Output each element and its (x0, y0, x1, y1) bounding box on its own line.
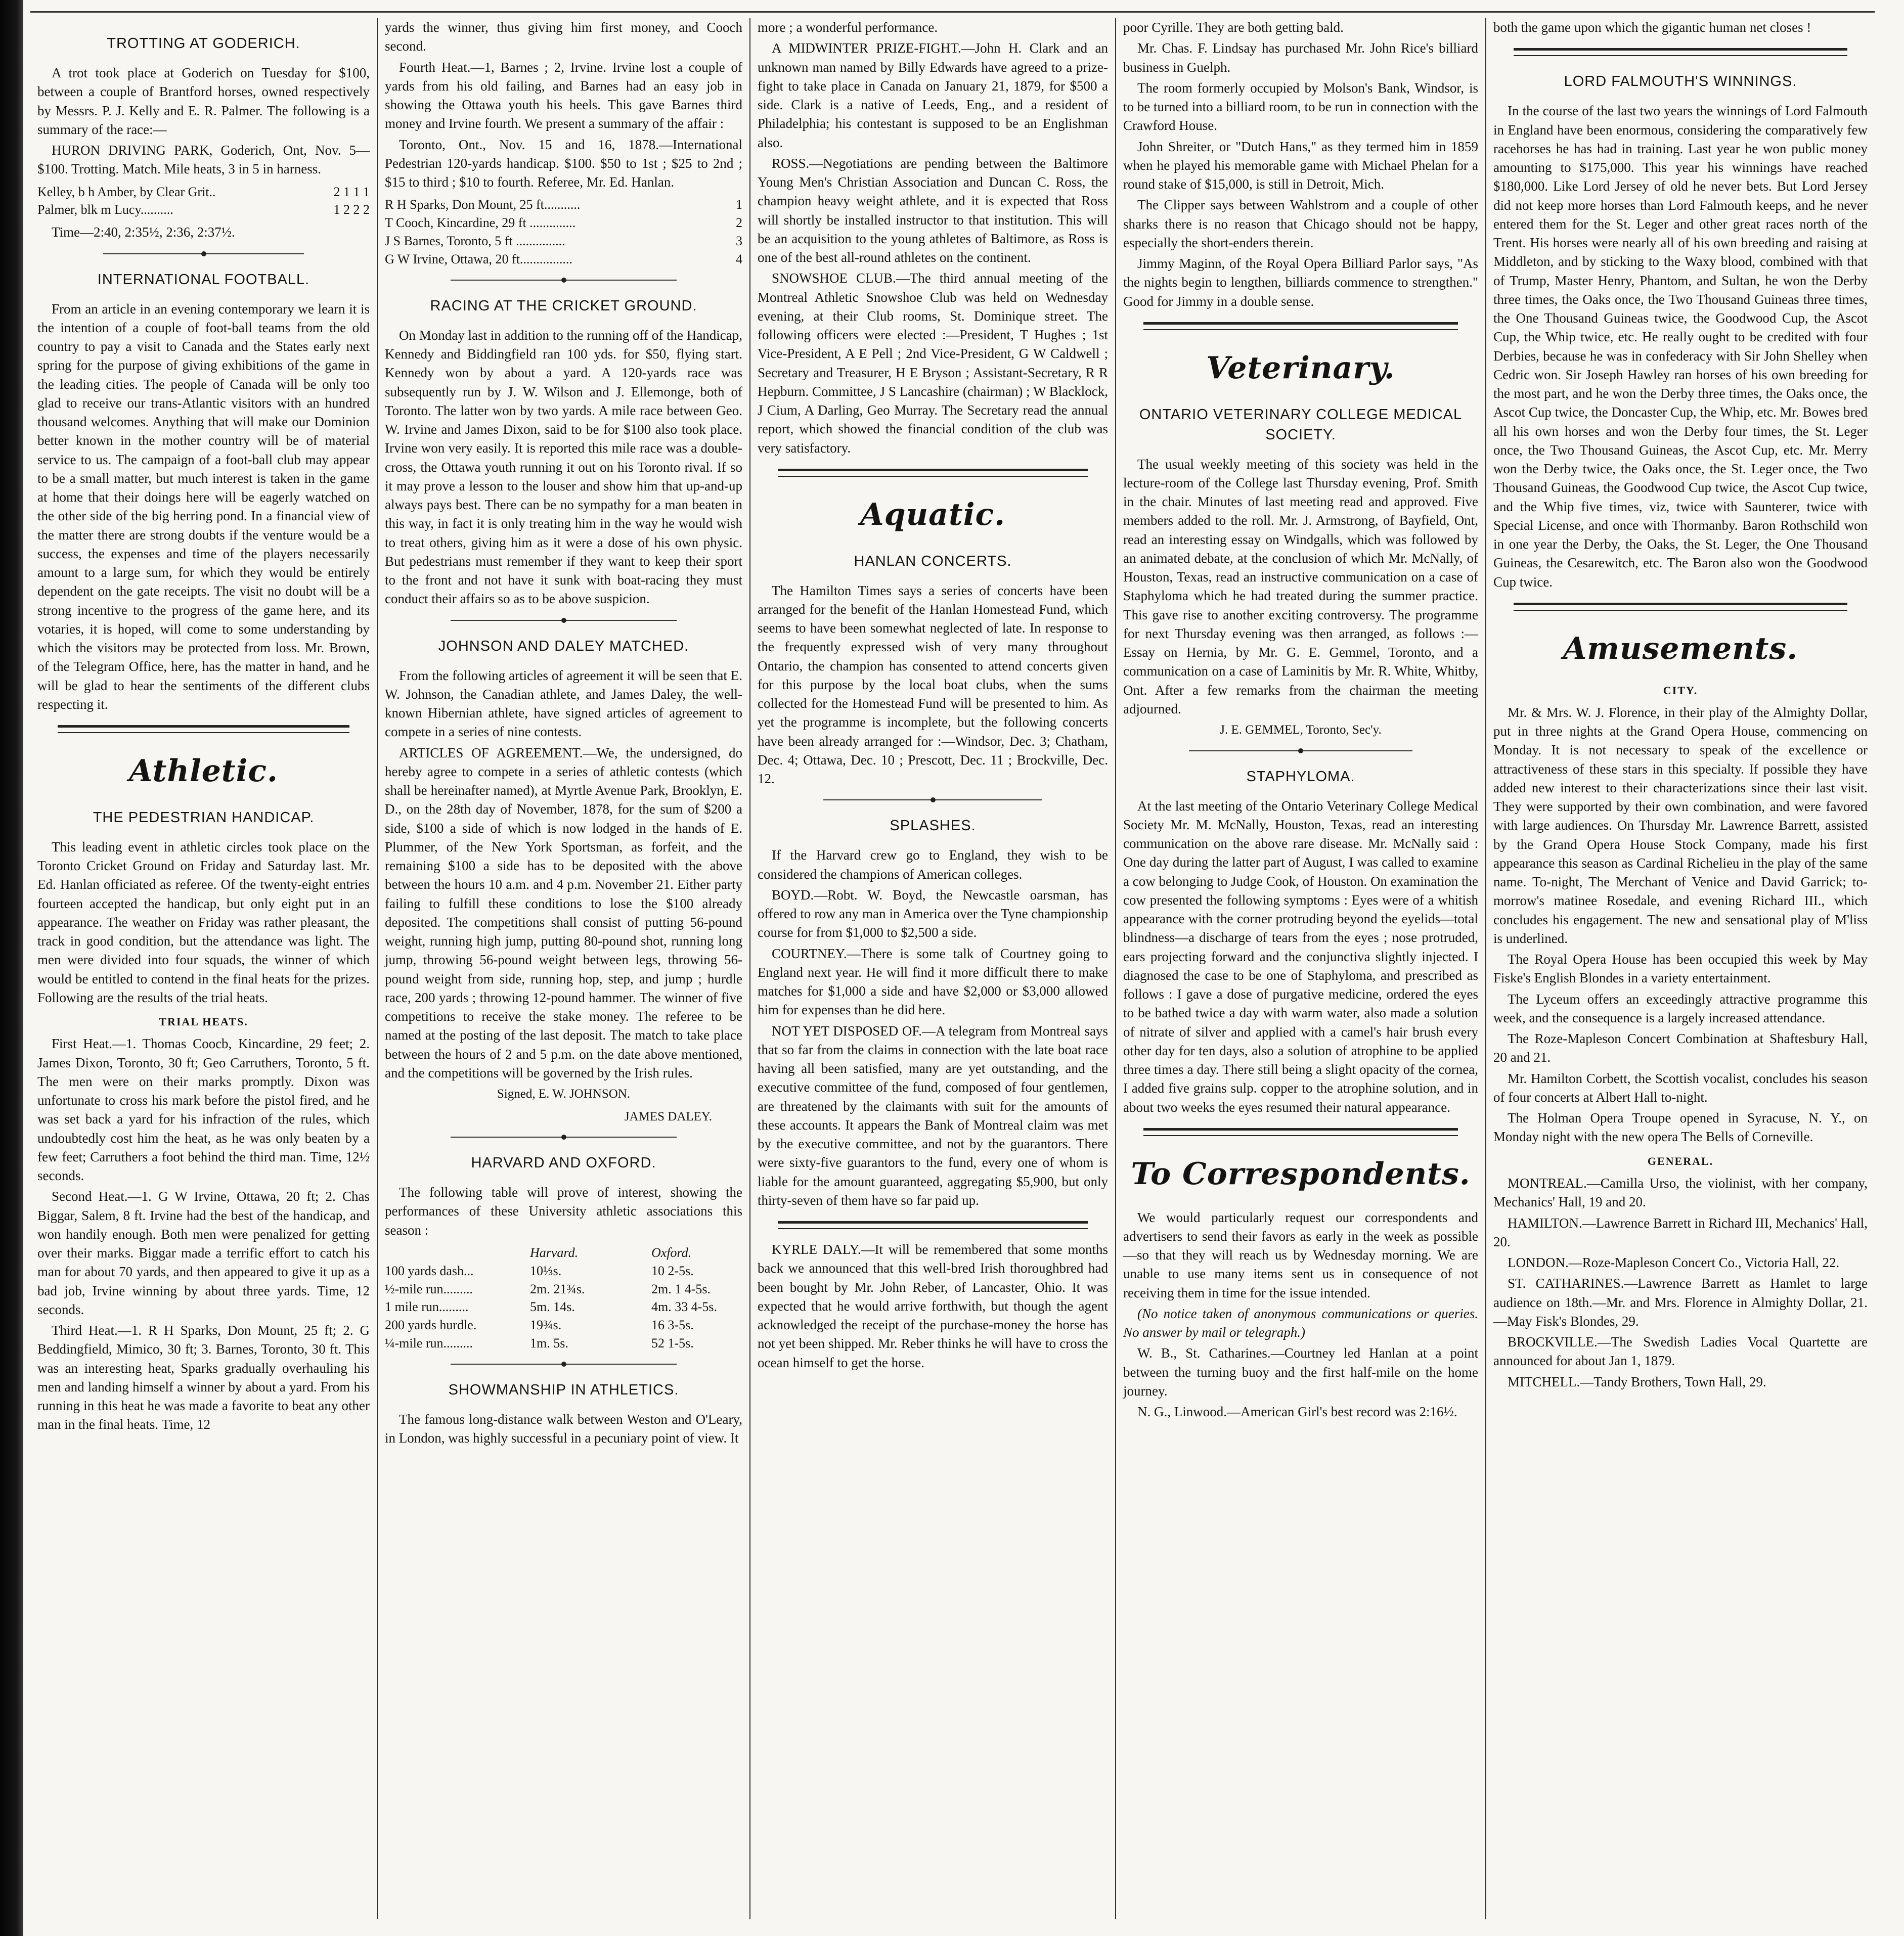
paragraph: The Hamilton Times says a series of concerts have been arranged for the benefit of the Hanlan Homestead Fund, which seems to have been somewhat neglected of late. In response to the frequently expressed wish of very many throughout Ontario, the champion has consented to attend concerts given for this purpose by the local boat clubs, when the sums collected for the Homestead Fund will be presented to him. As yet the programme is incomplete, but the following concerts have been already arranged for :—Windsor, Dec. 3; Chatham, Dec. 4; Ottawa, Dec. 10 ; Prescott, Dec. 11 ; Brockville, Dec. 12. (758, 582, 1108, 787)
divider (778, 1221, 1088, 1229)
headline-staphyloma: STAPHYLOMA. (1246, 768, 1355, 785)
paragraph: On Monday last in addition to the running off of the Handicap, Kennedy and Biddingfield ran 100 yds. for $50, flying start. Kennedy won by about a yard. A 120-yards race was subsequently run by J. W. Wilson and J. Ellemonge, both of Toronto. The latter won by two yards. A mile race between Geo. W. Irvine and James Dixon, said to be for $100 also took place. Irvine won very easily. It is reported this mile race was a double-cross, the Ottawa youth running it out on his Toronto rival. If so it may prove a lesson to the louser and show him that up-and-up always pays best. There can be no sympathy for a man beaten in this way, in fact it is only treating him in the way he would wish to treat others, giving him as it were a dose of his own physic. But pedestrians must remember if they want to keep their sport to the front and not have it sunk with boat-racing they must conduct their affairs so as to be above suspicion. (385, 327, 742, 607)
paragraph: We would particularly request our correspondents and advertisers to send their favors as early in the week as possible—so that they will reach us by Wednesday morning. We are unable to use many items sent us in consequence of not receiving them in time for the issue intended. (1123, 1209, 1478, 1300)
binding-spine-shadow (0, 0, 23, 1936)
section-heading-athletic: Athletic. (129, 753, 278, 789)
column-3 (749, 18, 1115, 1919)
divider (823, 799, 1042, 800)
paragraph: From an article in an evening contemporary we learn it is the intention of a couple of foot-ball teams from the old country to pay a visit to Canada and the States early next spring for the purpose of giving exhibitions of the game in the leading cities. The people of Canada will be only too glad to receive our trans-Atlantic visitors with an hundred thousand welcomes. Anything that will make our Dominion better known in the mother country will be of material service to us. The campaign of a foot-ball club may appear to be a small matter, but much interest is taken in the game at home that their doings here will be eagerly watched on the other side of the big herring pond. In a financial view of the matter there are strong doubts if the venture would be a success, the expenses and time of the players necessarily amount to a large sum, for which they would be entirely dependent on the gate receipts. The visit no doubt will be a strong incentive to the progress of the game here, and its votaries, it is hoped, will come to some understanding by which the visitors may be protected from loss. Mr. Brown, of the Telegram Office, here, has the matter in hand, and he will be glad to hear the sentiments of the different clubs respecting it. (37, 301, 370, 712)
paragraph: The Roze-Mapleson Concert Combination at Shaftesbury Hall, 20 and 21. (1493, 1031, 1868, 1065)
headline-falmouth: LORD FALMOUTH'S WINNINGS. (1564, 73, 1797, 90)
paragraph: poor Cyrille. They are both getting bald. (1123, 20, 1344, 35)
paragraph: The famous long-distance walk between Weston and O'Leary, in London, was highly successful in a pecuniary point of view. It (385, 1412, 742, 1446)
divider (1514, 603, 1847, 611)
paragraph: SNOWSHOE CLUB.—The third annual meeting of the Montreal Athletic Snowshoe Club was held on Wednesday evening, at their Club rooms, St. Dominique street. The following officers were elected :—President, T Hughes ; 1st Vice-President, A E Pell ; 2nd Vice-President, G W Caldwell ; Secretary and Treasurer, H E Bryson ; Assistant-Secretary, R R Hepburn. Committee, J S Lancashire (chairman) ; W Blacklock, J Cium, A Darling, Geo Murray. The Secretary read the annual report, which showed the financial condition of the club was very satisfactory. (758, 271, 1108, 456)
paragraph: ARTICLES OF AGREEMENT.—We, the undersigned, do hereby agree to compete in a series of athletic contests (which shall be hereinafter named), at Myrtle Avenue Park, Brooklyn, E. D., on the 28th day of November, 1878, for the sum of $200 a side, $100 a side of which is now lodged in the hands of E. Plummer, of the New York Sportsman, as forfeit, and the remaining $100 a side has to be deposited with the above between the hours 10 a.m. and 4 p.m. November 21. Either party failing to fulfill these conditions to lose the $100 already deposited. The competitions shall consist of putting 56-pound weight, running high jump, putting 80-pound shot, running long jump, throwing 56-pound weight between legs, throwing 56-pound weight from side, running hop, step, and jump ; hurdle race, 200 yards ; throwing 12-pound hammer. The winner of five competitions to receive the stake money. The referee to be named at the posting of the last deposit. The match to take place between the hours of 2 and 5 p.m. on the date above mentioned, and the competitions will be governed by the Irish rules. (385, 745, 742, 1080)
signature-line: Signed, E. W. JOHNSON. (497, 1087, 631, 1101)
harvard-oxford-table (385, 1244, 742, 1353)
column-1 (30, 18, 377, 1919)
column-4 (1115, 18, 1485, 1919)
paragraph: HAMILTON.—Lawrence Barrett in Richard III, Mechanics' Hall, 20. (1493, 1215, 1868, 1249)
paragraph: The Royal Opera House has been occupied this week by May Fiske's English Blondes in a variety entertainment. (1493, 952, 1868, 986)
divider (1514, 48, 1847, 56)
signature-line: J. E. GEMMEL, Toronto, Sec'y. (1220, 723, 1382, 737)
headline-pedestrian: THE PEDESTRIAN HANDICAP. (93, 809, 315, 826)
headline-football: INTERNATIONAL FOOTBALL. (97, 271, 310, 288)
paragraph: both the game upon which the gigantic human net closes ! (1493, 20, 1811, 35)
paragraph: If the Harvard crew go to England, they wish to be considered the champions of American colleges. (758, 847, 1108, 882)
paragraph: A MIDWINTER PRIZE-FIGHT.—John H. Clark and an unknown man named by Billy Edwards have agreed to a prize-fight to take place in Canada on January 21, 1879, for $500 a side. Clark is a native of Leeds, Eng., and a resident of Philadelphia; his contestant is supposed to be an Englishman also. (758, 40, 1108, 150)
divider (451, 620, 677, 621)
paragraph: The Holman Opera Troupe opened in Syracuse, N. Y., on Monday night with the new opera The Bells of Corneville. (1493, 1110, 1868, 1145)
paragraph: KYRLE DALY.—It will be remembered that some months back we announced that this well-bred Irish thoroughbred had been bought by Mr. John Reber, of Lancaster, Ohio. It was expected that he would arrive forthwith, but though the agent acknowledged the receipt of the purchase-money the horse has not yet been shipped. Mr. Reber thinks he will have to cross the ocean himself to get the horse. (758, 1242, 1108, 1370)
standing-row: T Cooch, Kincardine, 29 ft .............. 2 (385, 215, 742, 231)
paragraph: In the course of the last two years the winnings of Lord Falmouth in England have been enormous, considering the comparatively few racehorses he has had in training. Last year he won public money amounting to $175,000. This year his winnings have reached $180,000. Like Lord Jersey of old he never bets. But Lord Jersey did not keep more horses than Lord Falmouth keeps, and he never entered them for the St. Leger and other great races north of the Trent. His horses were nearly all of his own breeding and raising at Middleton, and by sticking to the Waxy blood, combined with that of Trump, Master Henry, Phantom, and Sultan, he won the Derby three times, the Oaks once, the Two Thousand Guineas three times, the One Thousand Guineas twice, the Goodwood Cup, the Ascot Cup, the Whip twice, etc. He really ought to be credited with four Derbies, because he was in confederacy with Sir John Shelley when Cedric won. Sir Joseph Hawley ran horses of his own breeding for the most part, and he won the Derby three times, the Oaks once, the Ascot Cup twice, the Doncaster Cup, the Whip, etc. Mr. Bowes bred all his own horses and won the Derby four times, the St. Leger once, the Two Thousand Guineas, the Ascot Cup, etc. Mr. Merry won the Derby twice, the Oaks once, the St. Leger once, the Two Thousand Guineas, the Goodwood Cup twice, the Ascot Cup twice, and the Whip five times, viz, twice with Saunterer, twice with Special License, and once with Thormanby. Baron Rothschild won in one year the Derby, the Oaks, the St. Leger, the One Thousand Guineas, the Cesarewitch, etc. The Baron also won the Goodwood Cup twice. (1493, 103, 1868, 590)
headline-harvard-oxford: HARVARD AND OXFORD. (471, 1155, 656, 1172)
headline-hanlan-concerts: HANLAN CONCERTS. (854, 553, 1012, 569)
paragraph: A trot took place at Goderich on Tuesday for $100, between a couple of Brantford horses, owned respectively by Messrs. P. J. Kelly and E. R. Palmer. The following is a summary of the race:— (37, 65, 370, 137)
paragraph: The Lyceum offers an exceedingly attractive programme this week, and the consequence is a largely increased attendance. (1493, 991, 1868, 1025)
paragraph: Jimmy Maginn, of the Royal Opera Billiard Parlor says, "As the nights begin to lengthen, billiards commence to strengthen." Good for Jimmy in a double sense. (1123, 256, 1478, 309)
paragraph: more ; a wonderful performance. (758, 20, 938, 35)
paragraph: From the following articles of agreement it will be seen that E. W. Johnson, the Canadian athlete, and James Daley, the well-known Hibernian athlete, have signed articles of agreement to compete in a series of nine contests. (385, 667, 742, 740)
divider (103, 253, 304, 254)
headline-trotting: TROTTING AT GODERICH. (107, 35, 300, 52)
paragraph: MITCHELL.—Tandy Brothers, Town Hall, 29. (1508, 1374, 1766, 1389)
column-5 (1485, 18, 1875, 1919)
section-heading-amusements: Amusements. (1563, 631, 1798, 666)
subheading-trial-heats: TRIAL HEATS. (159, 1015, 248, 1028)
paragraph: The usual weekly meeting of this society was held in the lecture-room of the College last Thursday evening, Prof. Smith in the chair. Minutes of last meeting read and approved. Five members added to the roll. Mr. J. Armstrong, of Bayfield, Ont, read an interesting essay on Windgalls, which was followed by an animated debate, at the conclusion of which Mr. McNally, of Houston, Texas, read an instructive communication on a case of Staphyloma which he had treated during the summer practice. This gave rise to another exciting controversy. The programme for next Thursday evening was then arranged, as follows :—Essay on Hernia, by Mr. G. E. Gemmel, Toronto, and a communication on a case of Laminitis by Mr. R. White, Whitby, Ont. After a few remarks from the chairman the meeting adjourned. (1123, 456, 1478, 716)
paragraph: BOYD.—Robt. W. Boyd, the Newcastle oarsman, has offered to row any man in America over the Tyne championship course for from $1,000 to $2,500 a side. (758, 887, 1108, 940)
subheading-city: CITY. (1663, 684, 1698, 697)
divider (451, 1137, 677, 1138)
standing-row: J S Barnes, Toronto, 5 ft ............... 3 (385, 234, 742, 248)
standing-row: G W Irvine, Ottawa, 20 ft................ 4 (385, 251, 742, 266)
paragraph: John Shreiter, or "Dutch Hans," as they termed him in 1859 when he played his memorable game with Michael Phelan for a round stake of $15,000, is still in Detroit, Mich. (1123, 139, 1478, 192)
table-row: ½-mile run......... 2m. 21¾s. 2m. 1 4-5s. (385, 1281, 711, 1296)
headline-racing: RACING AT THE CRICKET GROUND. (430, 297, 697, 314)
paragraph: This leading event in athletic circles took place on the Toronto Cricket Ground on Friday and Saturday last. Mr. Ed. Hanlan officiated as referee. Of the twenty-eight entries fourteen accepted the handicap, but only eight put in an appearance. The weather on Friday was rather pleasant, the track in good condition, but the attendance was light. The men were divided into four squads, the winner of which would be entitled to contend in the final heats for the prizes. Following are the results of the trial heats. (37, 839, 370, 1005)
headline-splashes: SPLASHES. (890, 818, 976, 834)
paragraph: MONTREAL.—Camilla Urso, the violinist, with her company, Mechanics' Hall, 19 and 20. (1493, 1176, 1868, 1210)
result-row: Kelley, b h Amber, by Clear Grit.. 2 1 1 1 (37, 184, 370, 199)
divider (451, 1364, 677, 1365)
paragraph: yards the winner, thus giving him first money, and Cooch second. (385, 20, 742, 54)
paragraph: COURTNEY.—There is some talk of Courtney going to England next year. He will find it more difficult there to make matches for $1,000 a side and have $2,000 or $3,000 allowed him for expenses than he did here. (758, 946, 1108, 1018)
paragraph: LONDON.—Roze-Mapleson Concert Co., Victoria Hall, 22. (1508, 1255, 1840, 1271)
section-heading-correspondents: To Correspondents. (1131, 1156, 1471, 1192)
table-row: 1 mile run......... 5m. 14s. 4m. 33 4-5s. (385, 1299, 717, 1315)
column-2 (377, 18, 749, 1919)
paragraph: Third Heat.—1. R H Sparks, Don Mount, 25 ft; 2. G Beddingfield, Mimico, 30 ft; 3. Barnes, Toronto, 30 ft. This was an interesting heat, Sparks gradually overhauling his men and landing himself a winner by about a yard. From his running in this heat he was made a favorite to beat any other man in the final heats. Time, 12 (37, 1323, 370, 1432)
paragraph: ST. CATHARINES.—Lawrence Barrett as Hamlet to large audience on 18th.—Mr. and Mrs. Florence in Almighty Dollar, 21. —May Fisk's Blondes, 29. (1493, 1276, 1868, 1329)
paragraph: The following table will prove of interest, showing the performances of these University athletic associations this season : (385, 1185, 742, 1238)
divider (1143, 322, 1458, 330)
table-row: ¼-mile run......... 1m. 5s. 52 1-5s. (385, 1336, 694, 1351)
paragraph: Fourth Heat.—1, Barnes ; 2, Irvine. Irvine lost a couple of yards from his old failing, and Barnes had an easy job in showing the Ottawa youth his heels. This gave Barnes third money and Irvine fourth. We present a summary of the affair : (385, 59, 742, 131)
handicap-standings (385, 196, 742, 268)
table-header: Harvard. Oxford. (530, 1245, 692, 1260)
divider (1143, 1128, 1458, 1136)
paragraph: Time—2:40, 2:35½, 2:36, 2:37½. (52, 224, 235, 240)
page-top-rule (30, 11, 1875, 13)
result-row: Palmer, blk m Lucy.......... 1 2 2 2 (37, 202, 370, 217)
section-heading-aquatic: Aquatic. (860, 497, 1005, 532)
paragraph: ROSS.—Negotiations are pending between the Baltimore Young Men's Christian Association and Duncan C. Ross, the champion heavy weight athlete, and it is expected that Ross will shortly be installed instructor to that institution. This will be an acquisition to the young athletes of Baltimore, as Ross is one of the best all-round athletes on the continent. (758, 155, 1108, 265)
trotting-results (37, 183, 370, 219)
paragraph: Second Heat.—1. G W Irvine, Ottawa, 20 ft; 2. Chas Biggar, Salem, 8 ft. Irvine had the best of the handicap, and won handily enough. Both men were penalized for getting over their marks. Biggar made a terrific effort to catch his man for about 70 yards, and then appeared to give it up as a bad job, Irvine winning by about three yards. Time, 12 seconds. (37, 1189, 370, 1317)
paragraph: The room formerly occupied by Molson's Bank, Windsor, is to be turned into a billiard room, to be run in connection with the Crawford House. (1123, 80, 1478, 133)
headline-johnson-daley: JOHNSON AND DALEY MATCHED. (438, 638, 689, 654)
paragraph: First Heat.—1. Thomas Coocb, Kincardine, 29 feet; 2. James Dixon, Toronto, 30 ft; Geo Carruthers, Toronto, 5 ft. The men were on their marks promptly. Dixon was unfortunate to cross his mark before the pistol fired, and he was set back a yard for his infraction of the rules, which undoubtedly cost him the heat, as he was only beaten by a few feet; Carruthers a foot behind the third man. Time, 12½ seconds. (37, 1036, 370, 1184)
standing-row: R H Sparks, Don Mount, 25 ft........... 1 (385, 197, 742, 212)
divider (58, 725, 349, 733)
table-row: 100 yards dash... 10⅓s. 10 2-5s. (385, 1263, 694, 1278)
divider (451, 280, 677, 281)
paragraph: Mr. Chas. F. Lindsay has purchased Mr. John Rice's billiard business in Guelph. (1123, 40, 1478, 75)
paragraph: (No notice taken of anonymous communications or queries. No answer by mail or telegraph.) (1123, 1305, 1478, 1340)
headline-showmanship: SHOWMANSHIP IN ATHLETICS. (448, 1382, 679, 1399)
headline-ontario-vet: ONTARIO VETERINARY COLLEGE MEDICAL SOCIETY. (1139, 406, 1463, 443)
table-row: 200 yards hurdle. 19¾s. 16 3-5s. (385, 1318, 694, 1333)
section-heading-veterinary: Veterinary. (1206, 350, 1395, 386)
paragraph: W. B., St. Catharines.—Courtney led Hanlan at a point between the turning buoy and the first half-mile on the home journey. (1123, 1345, 1478, 1399)
divider (1189, 750, 1412, 751)
paragraph: Toronto, Ont., Nov. 15 and 16, 1878.—International Pedestrian 120-yards handicap. $100. $50 to 1st ; $25 to 2nd ; $15 to third ; $10 to fourth. Referee, Mr. Ed. Hanlan. (385, 137, 742, 190)
subheading-general: GENERAL. (1647, 1154, 1714, 1167)
signature-line: JAMES DALEY. (624, 1109, 712, 1123)
paragraph: Mr. Hamilton Corbett, the Scottish vocalist, concludes his season of four concerts at Albert Hall to-night. (1493, 1070, 1868, 1105)
paragraph: At the last meeting of the Ontario Veterinary College Medical Society Mr. M. McNally, Houston, Texas, read an interesting communication on the above rare disease. Mr. McNally said : One day during the latter part of August, I was called to examine a cow belonging to Judge Cook, of Houston. On examination the cow presented the following symptoms : Eyes were of a whitish appearance with the corner protruding beyond the eyelids—total blindness—a discharge of tears from the eyes ; nose protruded, ears projecting forward and the conjunctiva slightly injected. I diagnosed the case to be one of Staphyloma, and prescribed as follows : I gave a dose of purgative medicine, ordered the eyes to be bathed twice a day with warm water, also made a solution of nitrate of silver and applied with a camel's hair brush every other day for ten days, also a solution of atrophine to be applied three times a day. There still being a slight opacity of the cornea, I added five grains sulp. copper to the atrophine solution, and in about two weeks the eyes resumed their natural appearance. (1123, 798, 1478, 1115)
paragraph: HURON DRIVING PARK, Goderich, Ont, Nov. 5—$100. Trotting. Match. Mile heats, 3 in 5 in harness. (37, 143, 370, 177)
paragraph: The Clipper says between Wahlstrom and a couple of other sharks there is no reason that Chicago should not be happy, especially the short-enders therein. (1123, 197, 1478, 250)
paragraph: BROCKVILLE.—The Swedish Ladies Vocal Quartette are announced for about Jan 1, 1879. (1493, 1334, 1868, 1369)
divider (778, 469, 1088, 477)
paragraph: NOT YET DISPOSED OF.—A telegram from Montreal says that so far from the claims in connection with the late boat race having all been satisfied, many are yet outstanding, and the executive committee of the fund, composed of four gentlemen, are threatened by the claimants with suit for the amounts of these accounts. It appears the Bank of Montreal claim was met by the executive committee, and not by the guarantors. There were sixty-five guarantors to the fund, every one of whom is liable for the amount guaranteed, aggregating $5,900, but only thirty-seven of them have so far paid up. (758, 1023, 1108, 1208)
paragraph: N. G., Linwood.—American Girl's best record was 2:16½. (1137, 1404, 1457, 1420)
paragraph: Mr. & Mrs. W. J. Florence, in their play of the Almighty Dollar, put in three nights at the Grand Opera House, commencing on Monday. It is not necessary to speak of the excellence or attractiveness of these stars in this specialty. If possible they have added new interest to their characterizations since their last visit. They were supported by their own combination, and were favored with large audiences. On Thursday Mr. Lawrence Barrett, assisted by the Grand Opera House Stock Company, made his first appearance this season as Cardinal Richelieu in the play of the same name. To-night, The Merchant of Venice and David Garrick; to-morrow's matinee Rosedale, and evening Richard III., which concludes his engagement. The new and sensational play of M'liss is underlined. (1493, 704, 1868, 946)
